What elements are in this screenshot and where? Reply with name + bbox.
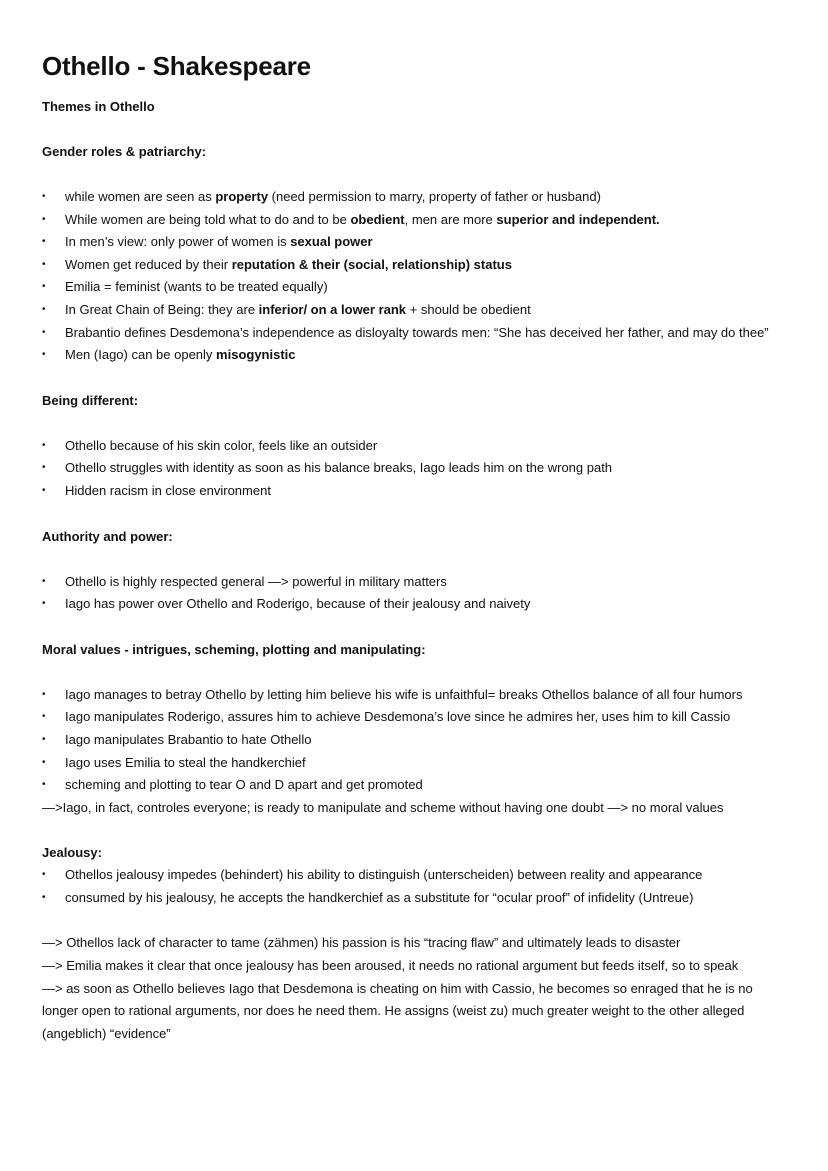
list-item: • Iago manages to betray Othello by letting him believe his wife is unfaithful= breaks Othellos balance of all four humors [42, 684, 786, 707]
list-item: • scheming and plotting to tear O and D apart and get promoted [42, 774, 786, 797]
list-moral-values [42, 684, 786, 797]
list-item: • Othellos jealousy impedes (behindert) his ability to distinguish (unterscheiden) between reality and appearance [42, 864, 786, 887]
list-item: • Hidden racism in close environment [42, 480, 786, 503]
heading-authority-power: Authority and power: [42, 528, 173, 544]
heading-moral-values: Moral values - intrigues, scheming, plotting and manipulating: [42, 641, 426, 657]
page-subtitle: Themes in Othello [42, 99, 155, 114]
list-gender-roles [42, 186, 786, 367]
list-item: • While women are being told what to do and to be obedient, men are more superior and independent. [42, 209, 786, 232]
heading-being-different: Being different: [42, 392, 139, 408]
list-authority-power [42, 571, 786, 616]
list-item: • In men’s view: only power of women is sexual power [42, 231, 786, 254]
list-item: • Othello because of his skin color, feels like an outsider [42, 435, 786, 458]
list-item: • Men (Iago) can be openly misogynistic [42, 344, 786, 367]
list-item: • In Great Chain of Being: they are inferior/ on a lower rank + should be obedient [42, 299, 786, 322]
list-item: • while women are seen as property (need permission to marry, property of father or husband) [42, 186, 786, 209]
jealousy-notes [42, 932, 786, 1045]
list-item: • Brabantio defines Desdemona’s independence as disloyalty towards men: “She has deceived her father, and may do thee” [42, 322, 786, 345]
page-title: Othello - Shakespeare [42, 51, 311, 81]
list-item: • Iago manipulates Roderigo, assures him to achieve Desdemona’s love since he admires her, uses him to kill Cassio [42, 706, 786, 729]
jealousy-note: —> Emilia makes it clear that once jealousy has been aroused, it needs no rational argument but feeds itself, so to speak [42, 958, 739, 974]
jealousy-note: —> as soon as Othello believes Iago that Desdemona is cheating on him with Cassio, he becomes so enraged that he is no longer open to rational arguments, nor does he need them. He assigns (weist zu) much greater weight to the other alleged (angeblich) “evidence” [42, 980, 753, 1041]
heading-jealousy: Jealousy: [42, 845, 102, 861]
list-item: • Iago has power over Othello and Roderigo, because of their jealousy and naivety [42, 593, 786, 616]
list-item: • Women get reduced by their reputation & their (social, relationship) status [42, 254, 786, 277]
heading-gender-roles: Gender roles & patriarchy: [42, 144, 206, 159]
list-item: • Othello is highly respected general —> powerful in military matters [42, 571, 786, 594]
list-item: • consumed by his jealousy, he accepts the handkerchief as a substitute for “ocular proof” of infidelity (Untreue) [42, 887, 786, 910]
moral-values-note: —>Iago, in fact, controles everyone; is ready to manipulate and scheme without having one doubt —> no moral values [42, 799, 724, 815]
jealousy-note: —> Othellos lack of character to tame (zähmen) his passion is his “tracing flaw” and ultimately leads to disaster [42, 935, 681, 951]
list-item: • Othello struggles with identity as soon as his balance breaks, Iago leads him on the wrong path [42, 457, 786, 480]
list-jealousy [42, 864, 786, 909]
list-item: • Iago uses Emilia to steal the handkerchief [42, 752, 786, 775]
list-item: • Emilia = feminist (wants to be treated equally) [42, 276, 786, 299]
list-being-different [42, 435, 786, 503]
list-item: • Iago manipulates Brabantio to hate Othello [42, 729, 786, 752]
